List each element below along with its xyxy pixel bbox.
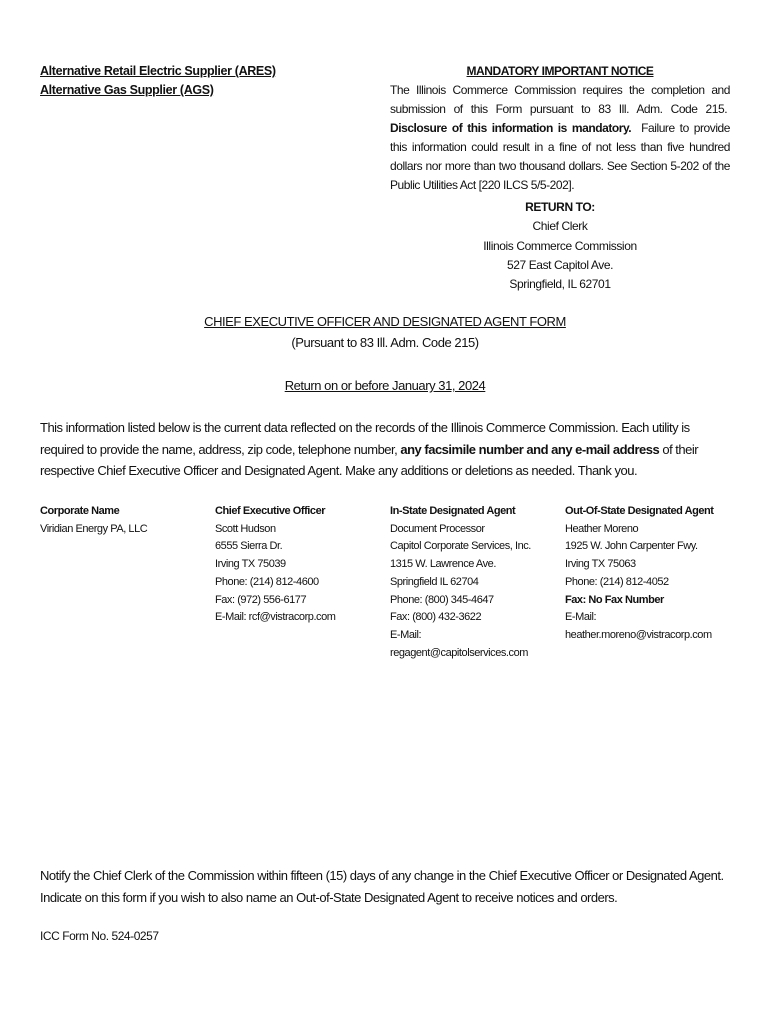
out-of-state-agent-phone: Phone: (214) 812-4052 bbox=[565, 575, 669, 588]
in-state-agent-column bbox=[390, 503, 560, 662]
notice-text-1: The Illinois Commerce Commission requires the completion and submission of this Form pursuant to 83 Ill. Adm. Code 215. bbox=[390, 83, 730, 116]
in-state-agent-email: E-Mail: regagent@capitolservices.com bbox=[390, 628, 528, 659]
in-state-agent-phone: Phone: (800) 345-4647 bbox=[390, 593, 494, 606]
footer-line-2: Indicate on this form if you wish to also name an Out-of-State Designated Agent to receive notices and orders. bbox=[40, 889, 618, 905]
notice-text-2: Failure to provide this information could result in a fine of not less than five hundred dollars nor more than two thousand dollars. See Section 5-202 of the Public Utilities Act [220 ILCS 5/5-202]. bbox=[390, 121, 730, 192]
return-line: Springfield, IL 62701 bbox=[509, 277, 611, 292]
form-subtitle: (Pursuant to 83 Ill. Adm. Code 215) bbox=[291, 335, 479, 350]
ares-label: Alternative Retail Electric Supplier (ARES) bbox=[40, 64, 276, 78]
ags-label: Alternative Gas Supplier (AGS) bbox=[40, 83, 214, 97]
out-of-state-agent-heading: Out-Of-State Designated Agent bbox=[565, 505, 714, 517]
intro-bold-text: any facsimile number and any e-mail address bbox=[400, 441, 660, 457]
ceo-name: Scott Hudson bbox=[215, 522, 276, 535]
ceo-heading: Chief Executive Officer bbox=[215, 505, 326, 517]
return-line: 527 East Capitol Ave. bbox=[506, 257, 614, 272]
notice-title: MANDATORY IMPORTANT NOTICE bbox=[466, 64, 654, 78]
out-of-state-agent-fax: Fax: No Fax Number bbox=[565, 593, 664, 606]
out-of-state-agent-city: Irving TX 75063 bbox=[565, 558, 636, 571]
in-state-agent-heading: In-State Designated Agent bbox=[390, 505, 516, 517]
return-to-address bbox=[390, 198, 730, 294]
ceo-street: 6555 Sierra Dr. bbox=[215, 540, 283, 553]
intro-text-2: of their respective Chief Executive Officer and Designated Agent. Make any additions or deletions as needed. Thank you. bbox=[40, 441, 699, 478]
ceo-column bbox=[215, 503, 385, 627]
out-of-state-agent-street: 1925 W. John Carpenter Fwy. bbox=[565, 540, 698, 553]
in-state-agent-name: Document Processor bbox=[390, 522, 485, 535]
in-state-agent-company: Capitol Corporate Services, Inc. bbox=[390, 540, 531, 553]
in-state-agent-street: 1315 W. Lawrence Ave. bbox=[390, 558, 496, 571]
in-state-agent-fax: Fax: (800) 432-3622 bbox=[390, 611, 482, 624]
in-state-agent-city: Springfield IL 62704 bbox=[390, 575, 479, 588]
corporate-name-heading: Corporate Name bbox=[40, 505, 120, 517]
form-title: CHIEF EXECUTIVE OFFICER AND DESIGNATED AGENT FORM bbox=[204, 314, 566, 329]
mandatory-notice bbox=[390, 62, 730, 195]
ceo-fax: Fax: (972) 556-6177 bbox=[215, 593, 307, 606]
form-number: ICC Form No. 524-0257 bbox=[40, 929, 159, 943]
corporate-name-value: Viridian Energy PA, LLC bbox=[40, 522, 148, 535]
out-of-state-agent-name: Heather Moreno bbox=[565, 522, 639, 535]
return-line: Illinois Commerce Commission bbox=[483, 238, 637, 253]
ceo-phone: Phone: (214) 812-4600 bbox=[215, 575, 319, 588]
intro-paragraph bbox=[40, 417, 730, 482]
out-of-state-agent-column bbox=[565, 503, 735, 645]
supplier-type-heading bbox=[40, 62, 276, 100]
out-of-state-agent-email: E-Mail: heather.moreno@vistracorp.com bbox=[565, 611, 712, 641]
notice-mandatory-text: Disclosure of this information is mandatory. bbox=[390, 121, 632, 135]
return-deadline: Return on or before January 31, 2024 bbox=[284, 378, 486, 393]
ceo-city: Irving TX 75039 bbox=[215, 558, 286, 571]
ceo-email: E-Mail: rcf@vistracorp.com bbox=[215, 611, 336, 624]
return-to-title: RETURN TO: bbox=[525, 200, 595, 214]
footer-notes bbox=[40, 865, 740, 908]
return-line: Chief Clerk bbox=[532, 219, 588, 234]
intro-text-1: This information listed below is the current data reflected on the records of the Illinois Commerce Commission. Each utility is required to provide the name, address, zip code, telephone number, bbox=[40, 420, 690, 457]
footer-line-1: Notify the Chief Clerk of the Commission within fifteen (15) days of any change in the Chief Executive Officer or Designated Agent. bbox=[40, 868, 724, 883]
corporate-name-column bbox=[40, 503, 210, 538]
